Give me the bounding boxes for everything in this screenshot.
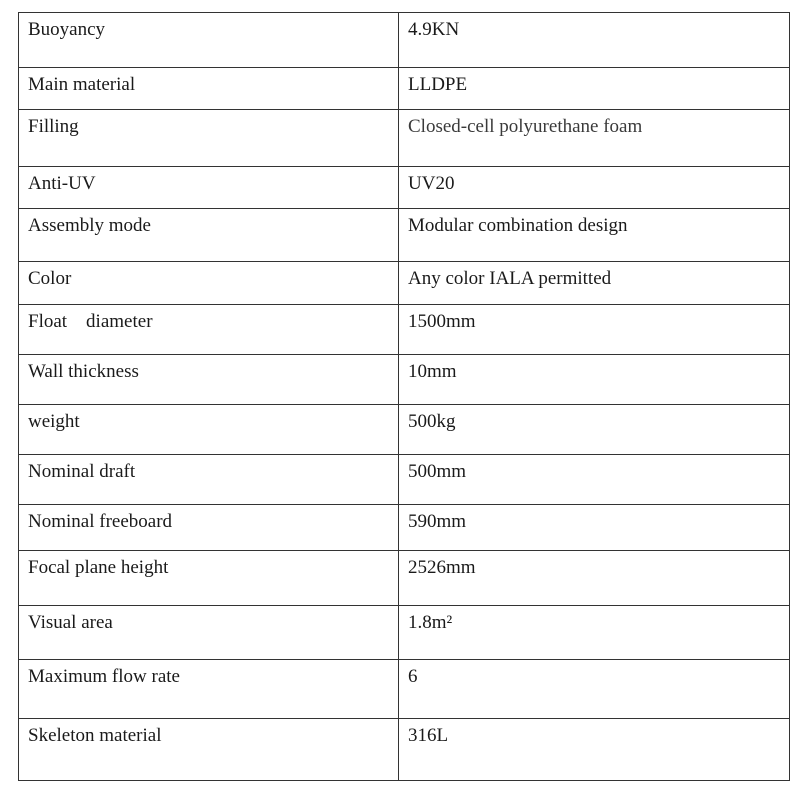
row-value: 500mm: [399, 455, 790, 505]
row-label: Nominal draft: [19, 455, 399, 505]
row-value: 1500mm: [399, 305, 790, 355]
table-row-color: [19, 262, 790, 305]
row-value: 500kg: [399, 405, 790, 455]
table-row-buoyancy: [19, 13, 790, 68]
table-row-anti-uv: [19, 167, 790, 209]
row-label: Wall thickness: [19, 355, 399, 405]
row-value: Modular combination design: [399, 209, 790, 262]
table-row-float-diameter: [19, 305, 790, 355]
row-value: Any color IALA permitted: [399, 262, 790, 305]
row-value: 10mm: [399, 355, 790, 405]
row-value: 2526mm: [399, 551, 790, 606]
row-value: 316L: [399, 719, 790, 781]
table-row-filling: [19, 110, 790, 167]
row-label: Main material: [19, 68, 399, 110]
table-row-focal-plane-height: [19, 551, 790, 606]
row-label: Float diameter: [19, 305, 399, 355]
table-row-nominal-freeboard: [19, 505, 790, 551]
row-label: Visual area: [19, 606, 399, 660]
table-row-maximum-flow-rate: [19, 660, 790, 719]
row-value: 6: [399, 660, 790, 719]
table-row-skeleton-material: [19, 719, 790, 781]
specification-table-body: [19, 13, 790, 781]
row-label: Assembly mode: [19, 209, 399, 262]
row-label: Nominal freeboard: [19, 505, 399, 551]
row-label: Buoyancy: [19, 13, 399, 68]
row-label: Color: [19, 262, 399, 305]
table-row-nominal-draft: [19, 455, 790, 505]
row-value: 1.8m²: [399, 606, 790, 660]
row-value: Closed-cell polyurethane foam: [399, 110, 790, 167]
table-row-main-material: [19, 68, 790, 110]
row-value: UV20: [399, 167, 790, 209]
row-label: Filling: [19, 110, 399, 167]
row-value: 590mm: [399, 505, 790, 551]
specification-table: [18, 12, 790, 781]
table-row-assembly-mode: [19, 209, 790, 262]
row-label: Focal plane height: [19, 551, 399, 606]
row-label: Maximum flow rate: [19, 660, 399, 719]
table-row-weight: [19, 405, 790, 455]
table-row-wall-thickness: [19, 355, 790, 405]
row-label: weight: [19, 405, 399, 455]
row-label: Anti-UV: [19, 167, 399, 209]
table-row-visual-area: [19, 606, 790, 660]
row-label: Skeleton material: [19, 719, 399, 781]
row-value: 4.9KN: [399, 13, 790, 68]
row-value: LLDPE: [399, 68, 790, 110]
